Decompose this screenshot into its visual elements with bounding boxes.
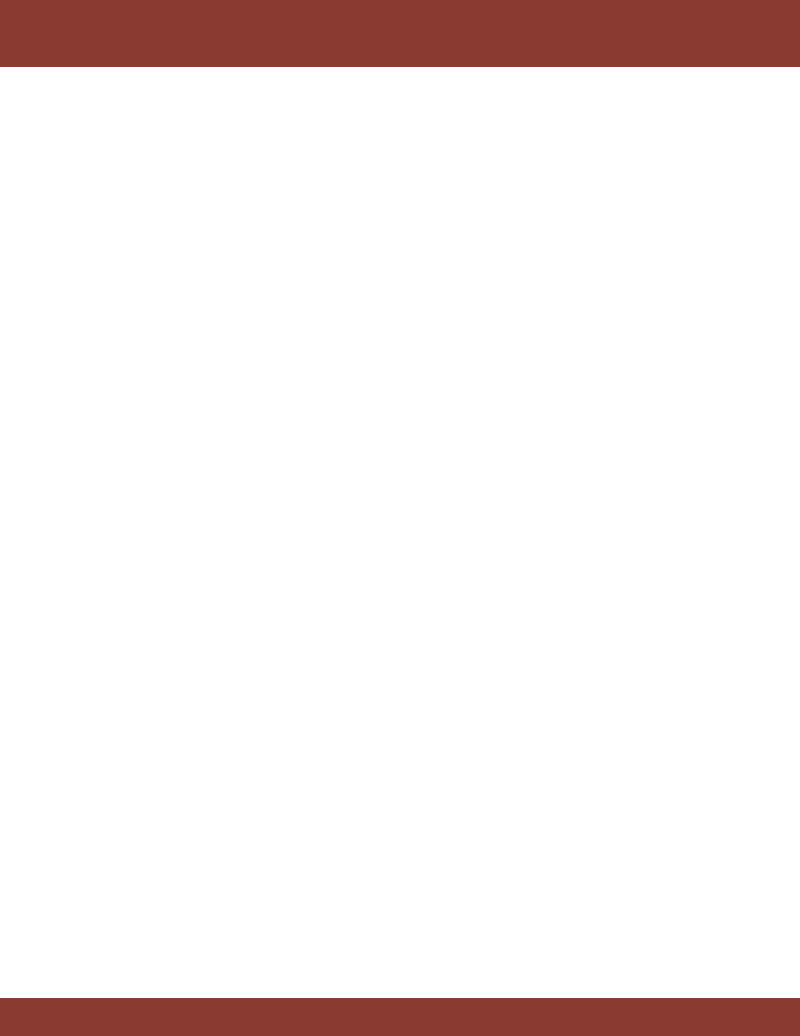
bottom-bar bbox=[0, 998, 800, 1036]
page-header bbox=[0, 0, 800, 67]
